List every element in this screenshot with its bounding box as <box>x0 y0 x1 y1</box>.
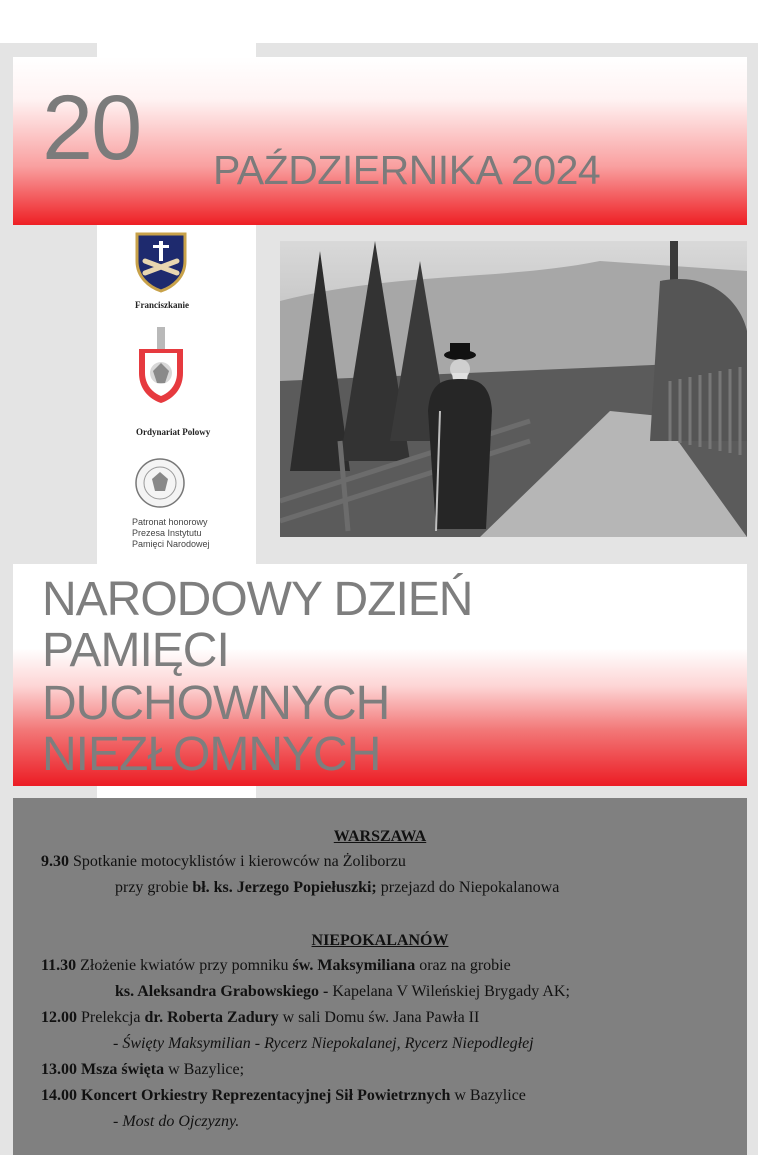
ordynariat-emblem-icon <box>135 327 187 405</box>
program-time: 13.00 <box>41 1061 77 1078</box>
program-text: Kapelana V Wileńskiej Brygady AK; <box>328 983 570 1000</box>
franciscan-shield-icon <box>133 231 189 293</box>
title-line-1: NARODOWY DZIEŃ <box>42 573 473 626</box>
program-time: 9.30 <box>41 853 69 870</box>
ipn-caption-line: Patronat honorowy <box>132 517 208 527</box>
ipn-caption-line: Prezesa Instytutu <box>132 528 202 538</box>
program-highlight: bł. ks. Jerzego Popiełuszki; <box>192 879 377 896</box>
program-text: oraz na grobie <box>415 957 511 974</box>
program-line <box>115 878 559 898</box>
warszawa-heading: WARSZAWA <box>333 828 427 845</box>
title-line-2: PAMIĘCI <box>42 624 229 677</box>
program-line <box>41 1008 479 1028</box>
title-line-3: DUCHOWNYCH <box>42 677 390 730</box>
program-highlight: św. Maksymiliana <box>292 957 416 974</box>
program-text: - <box>113 1113 123 1130</box>
program-text: przy grobie <box>115 879 193 896</box>
program-text: Złożenie kwiatów przy pomniku <box>76 957 293 974</box>
program-line <box>41 1060 244 1080</box>
program-panel <box>13 798 747 1155</box>
ordynariat-caption: Ordynariat Polowy <box>136 427 211 437</box>
program-text: Spotkanie motocyklistów i kierowców na Żoliborzu <box>69 853 406 870</box>
program-time: 14.00 <box>41 1087 77 1104</box>
program-text: w Bazylice <box>450 1087 526 1104</box>
ipn-caption-line: Pamięci Narodowej <box>132 539 210 549</box>
program-highlight: Msza święta <box>77 1061 165 1078</box>
program-concert-title: Most do Ojczyzny. <box>122 1113 240 1130</box>
program-text: przejazd do Niepokalanowa <box>376 879 560 896</box>
program-highlight: dr. Roberta Zadury <box>144 1009 279 1026</box>
program-text: w sali Domu św. Jana Pawła II <box>278 1009 480 1026</box>
title-line-4: NIEZŁOMNYCH <box>42 728 381 781</box>
historical-photo <box>280 241 747 537</box>
program-highlight: Koncert Orkiestry Reprezentacyjnej Sił Powietrznych <box>77 1087 451 1104</box>
program-text: w Bazylice; <box>164 1061 245 1078</box>
ipn-patronage-caption <box>132 517 210 550</box>
program-line <box>113 1034 534 1054</box>
program-line <box>41 1086 526 1106</box>
date-day: 20 <box>42 77 141 179</box>
program-line <box>115 982 570 1002</box>
niepokalanow-heading: NIEPOKALANÓW <box>311 932 449 949</box>
program-lecture-title: - Święty Maksymilian - Rycerz Niepokalanej, Rycerz Niepodległej <box>113 1035 534 1052</box>
program-line <box>41 852 406 872</box>
program-time: 11.30 <box>41 957 77 974</box>
franciszkanie-caption: Franciszkanie <box>135 300 189 310</box>
program-text: Prelekcja <box>77 1009 145 1026</box>
date-month-year: PAŹDZIERNIKA 2024 <box>213 147 601 193</box>
ipn-seal-icon <box>134 457 186 509</box>
program-line <box>113 1112 239 1132</box>
program-highlight: ks. Aleksandra Grabowskiego - <box>115 983 329 1000</box>
program-time: 12.00 <box>41 1009 77 1026</box>
program-line <box>41 956 511 976</box>
